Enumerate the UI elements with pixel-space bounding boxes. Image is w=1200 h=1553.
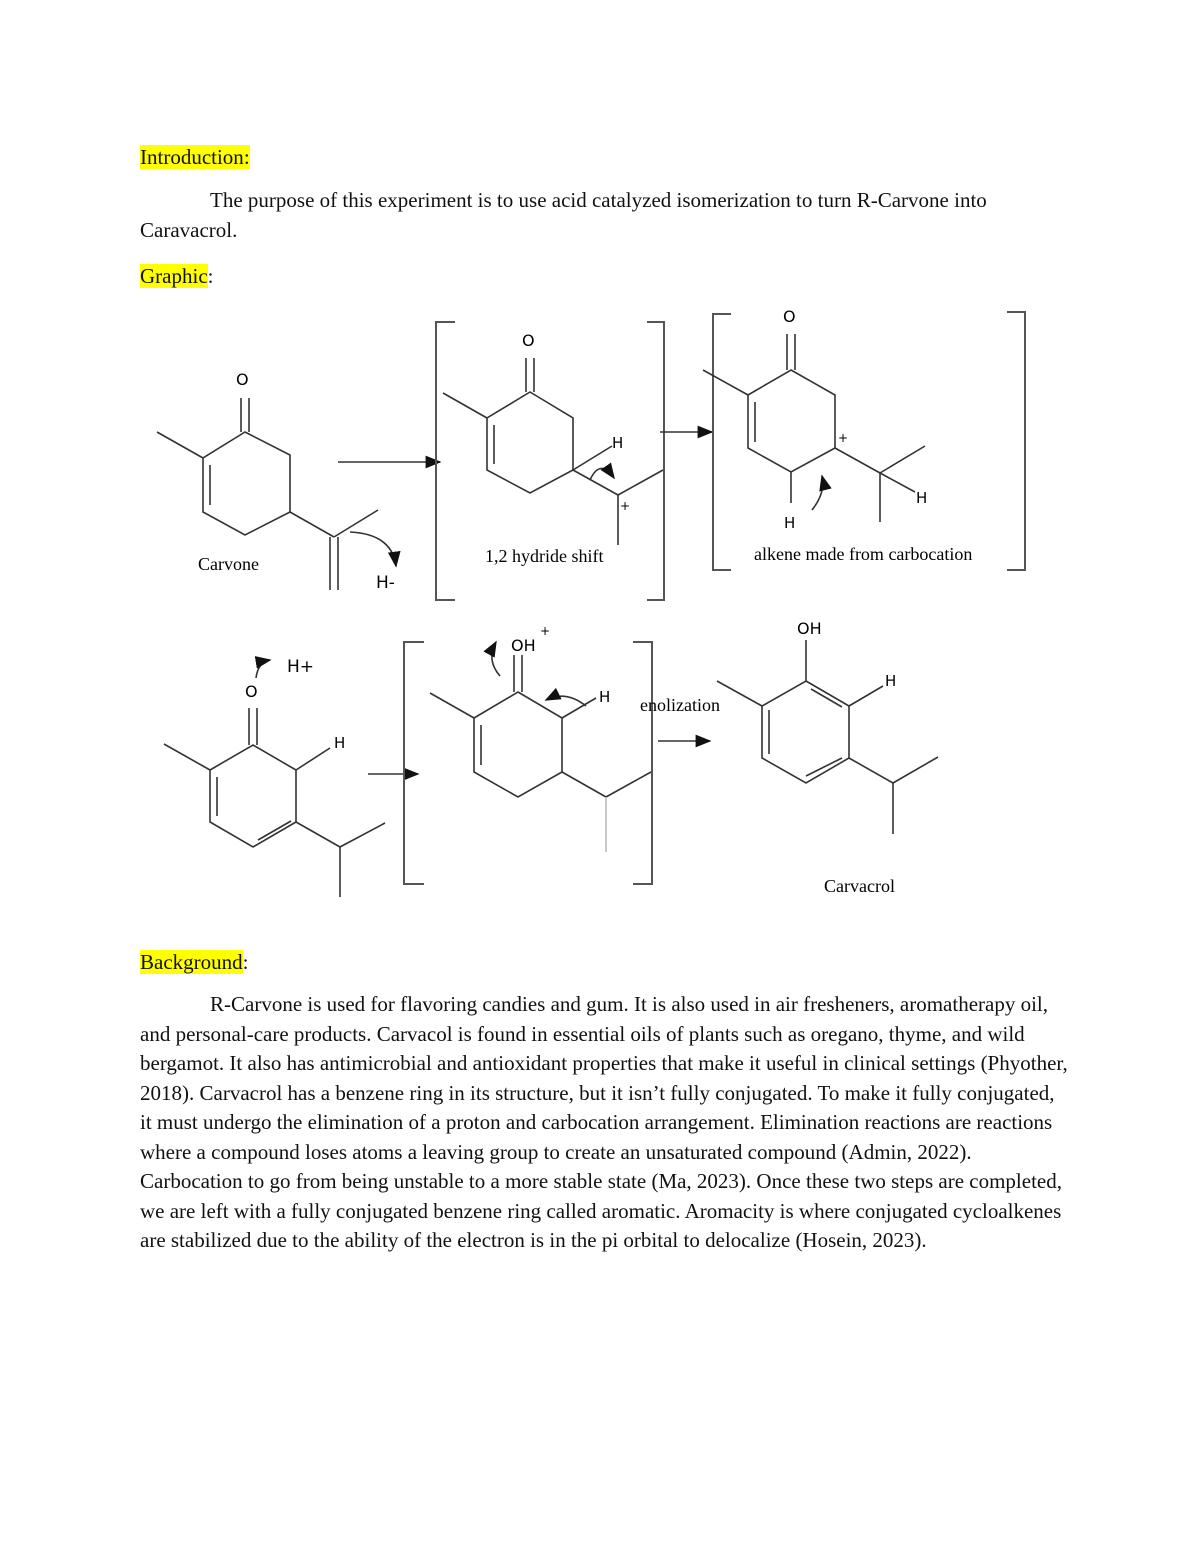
protonation-oxygen-label: O	[245, 682, 258, 701]
intermediate2-oxygen-label: O	[783, 307, 796, 326]
introduction-heading-colon: :	[243, 145, 250, 169]
hydride-shift-label: 1,2 hydride shift	[485, 546, 604, 566]
carvone-oxygen-label: O	[236, 370, 249, 389]
reaction-mechanism-diagram	[0, 300, 1200, 920]
hydride-shift-intermediate	[436, 322, 664, 600]
carvacrol-label: Carvacrol	[824, 876, 895, 896]
intermediate2-hydrogen-bottom: H	[784, 514, 796, 532]
graphic-heading	[140, 263, 213, 289]
carvone-molecule	[157, 370, 396, 593]
background-heading	[140, 949, 249, 975]
intermediate1-oxygen-label: O	[522, 331, 535, 350]
carvacrol-oh-label: OH	[797, 619, 822, 638]
protonation-hydrogen-label: H	[334, 734, 346, 752]
protonation-h-plus: H+	[287, 657, 315, 677]
introduction-heading	[140, 144, 250, 170]
background-heading-colon: :	[242, 950, 249, 974]
protonation-molecule	[164, 657, 385, 897]
carbocation-intermediate	[703, 307, 1025, 570]
intermediate2-hydrogen-right: H	[916, 489, 928, 507]
intermediate2-plus-charge: +	[838, 431, 849, 445]
introduction-paragraph: The purpose of this experiment is to use acid catalyzed isomerization to turn R-Carvone into Caravacrol.	[140, 188, 987, 242]
background-heading-text: Background	[140, 950, 243, 974]
oxonium-intermediate	[404, 624, 652, 884]
oxonium-hydrogen-label: H	[599, 688, 611, 706]
graphic-heading-text: Graphic	[140, 264, 208, 288]
hydride-label: H-	[376, 573, 395, 593]
carvacrol-hydrogen-label: H	[885, 672, 897, 690]
carvone-label: Carvone	[198, 554, 259, 574]
intermediate1-plus-charge: +	[620, 499, 631, 513]
introduction-heading-text: Introduction	[140, 145, 244, 169]
alkene-label: alkene made from carbocation	[754, 544, 973, 564]
carvacrol-molecule	[717, 619, 938, 896]
oxonium-plus-charge: +	[540, 624, 551, 638]
oxonium-oh-label: OH	[511, 636, 536, 655]
enolization-label: enolization	[640, 695, 720, 715]
background-paragraph: R-Carvone is used for flavoring candies and gum. It is also used in air fresheners, aromatherapy oil, and personal-care products. Carvacol is found in essential oils of plants such as oregano, thyme, and wild bergamot. It also has antimicrobial and antioxidant properties that make it useful in clinical settings (Phyother, 2018). Carvacrol has a benzene ring in its structure, but it isn’t fully conjugated. To make it fully conjugated, it must undergo the elimination of a proton and carbocation arrangement. Elimination reactions are reactions where a compound loses atoms a leaving group to create an unsaturated compound (Admin, 2022). Carbocation to go from being unstable to a more stable state (Ma, 2023). Once these two steps are completed, we are left with a fully conjugated benzene ring called aromatic. Aromacity is where conjugated cycloalkenes are stabilized due to the ability of the electron is in the pi orbital to delocalize (Hosein, 2023).	[140, 992, 1068, 1252]
graphic-heading-colon: :	[207, 264, 214, 288]
intermediate1-hydrogen-label: H	[612, 434, 624, 452]
